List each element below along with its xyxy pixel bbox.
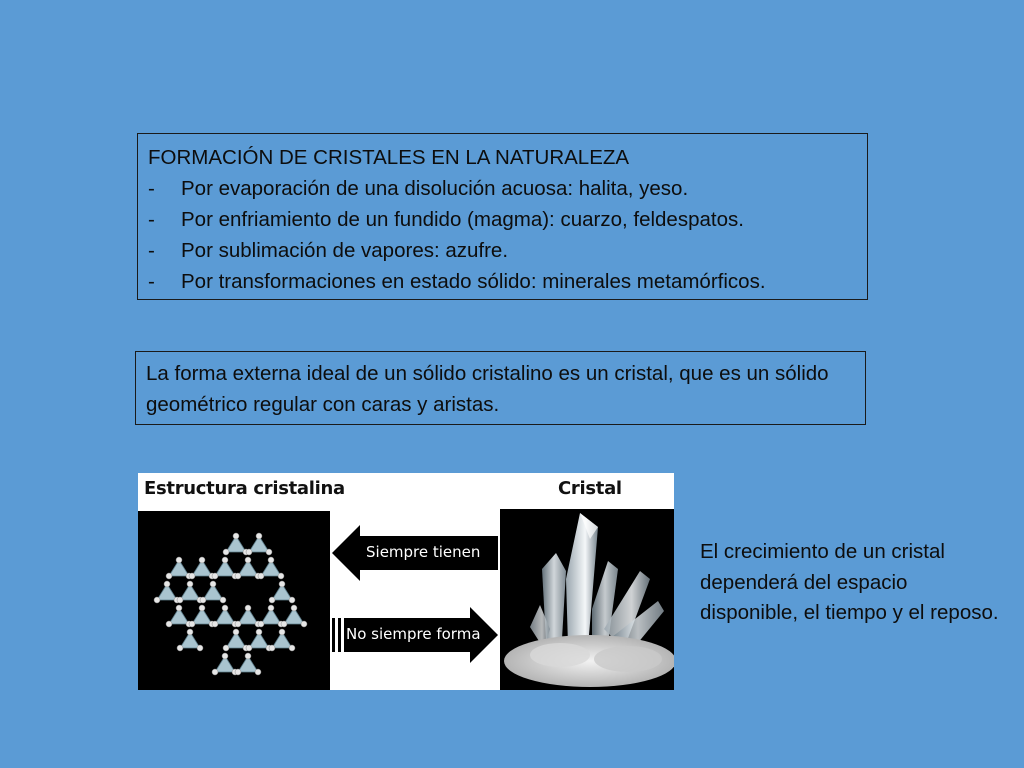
atom-shape <box>289 645 295 651</box>
atom-shape <box>245 557 251 563</box>
atom-shape <box>245 605 251 611</box>
atom-shape <box>187 581 193 587</box>
atom-shape <box>197 645 203 651</box>
list-item-text: Por transformaciones en estado sólido: minerales metamórficos. <box>181 270 766 293</box>
atom-shape <box>199 557 205 563</box>
formation-list <box>148 173 857 297</box>
definition-text: La forma externa ideal de un sólido cristalino es un cristal, que es un sólido geométrico regular con caras y aristas. <box>146 362 829 416</box>
arrow-always-have <box>332 525 498 581</box>
atom-shape <box>176 557 182 563</box>
list-item <box>148 235 857 266</box>
atom-shape <box>177 645 183 651</box>
lattice-illustration <box>138 511 330 690</box>
atom-shape <box>301 621 307 627</box>
list-item-text: Por sublimación de vapores: azufre. <box>181 239 509 262</box>
atom-shape <box>268 557 274 563</box>
atom-shape <box>177 597 183 603</box>
atom-shape <box>212 669 218 675</box>
definition-box <box>135 351 866 425</box>
atom-shape <box>189 621 195 627</box>
atom-shape <box>289 597 295 603</box>
crystal-title: Cristal <box>558 478 622 499</box>
quartz-crystal-image <box>500 509 674 690</box>
atom-shape <box>199 605 205 611</box>
atom-shape <box>279 581 285 587</box>
atom-shape <box>279 629 285 635</box>
atom-shape <box>166 621 172 627</box>
atom-shape <box>166 573 172 579</box>
atom-shape <box>212 573 218 579</box>
atom-shape <box>256 629 262 635</box>
formation-box <box>137 133 868 300</box>
atom-shape <box>223 549 229 555</box>
list-item <box>148 266 857 297</box>
atom-shape <box>233 533 239 539</box>
atom-shape <box>210 581 216 587</box>
quartz-crystal-illustration <box>500 509 674 690</box>
list-dash: - <box>148 177 155 200</box>
growth-note: El crecimiento de un cristal dependerá del espacio disponible, el tiempo y el reposo. <box>700 540 999 624</box>
crystal-structure-image <box>138 511 330 690</box>
atom-shape <box>222 653 228 659</box>
atom-shape <box>255 669 261 675</box>
list-item <box>148 204 857 235</box>
atom-shape <box>222 557 228 563</box>
atom-shape <box>154 597 160 603</box>
crystal-structure-title: Estructura cristalina <box>144 478 345 499</box>
atom-shape <box>278 573 284 579</box>
arrow-always-have-label: Siempre tienen <box>366 543 481 561</box>
atom-shape <box>164 581 170 587</box>
list-item-text: Por evaporación de una disolución acuosa: halita, yeso. <box>181 177 689 200</box>
atom-shape <box>246 549 252 555</box>
atom-shape <box>258 621 264 627</box>
atom-shape <box>235 573 241 579</box>
atom-shape <box>269 645 275 651</box>
arrow-not-always-form-label: No siempre forma <box>346 625 481 643</box>
atom-shape <box>212 621 218 627</box>
atom-shape <box>281 621 287 627</box>
list-item-text: Por enfriamiento de un fundido (magma): cuarzo, feldespatos. <box>181 208 744 231</box>
list-item <box>148 173 857 204</box>
atom-shape <box>258 573 264 579</box>
atom-shape <box>235 621 241 627</box>
atom-shape <box>223 645 229 651</box>
atom-shape <box>245 653 251 659</box>
list-dash: - <box>148 270 155 293</box>
atom-shape <box>266 549 272 555</box>
list-dash: - <box>148 208 155 231</box>
atom-shape <box>200 597 206 603</box>
atom-shape <box>268 605 274 611</box>
list-dash: - <box>148 239 155 262</box>
atom-shape <box>189 573 195 579</box>
atom-shape <box>187 629 193 635</box>
atom-shape <box>235 669 241 675</box>
atom-shape <box>256 533 262 539</box>
atom-shape <box>233 629 239 635</box>
arrow-not-always-form <box>332 607 498 663</box>
atom-shape <box>269 597 275 603</box>
atom-shape <box>222 605 228 611</box>
atom-shape <box>291 605 297 611</box>
atom-shape <box>176 605 182 611</box>
atom-shape <box>246 645 252 651</box>
atom-shape <box>220 597 226 603</box>
formation-heading: FORMACIÓN DE CRISTALES EN LA NATURALEZA <box>148 146 630 169</box>
crystal-figure <box>138 473 674 690</box>
